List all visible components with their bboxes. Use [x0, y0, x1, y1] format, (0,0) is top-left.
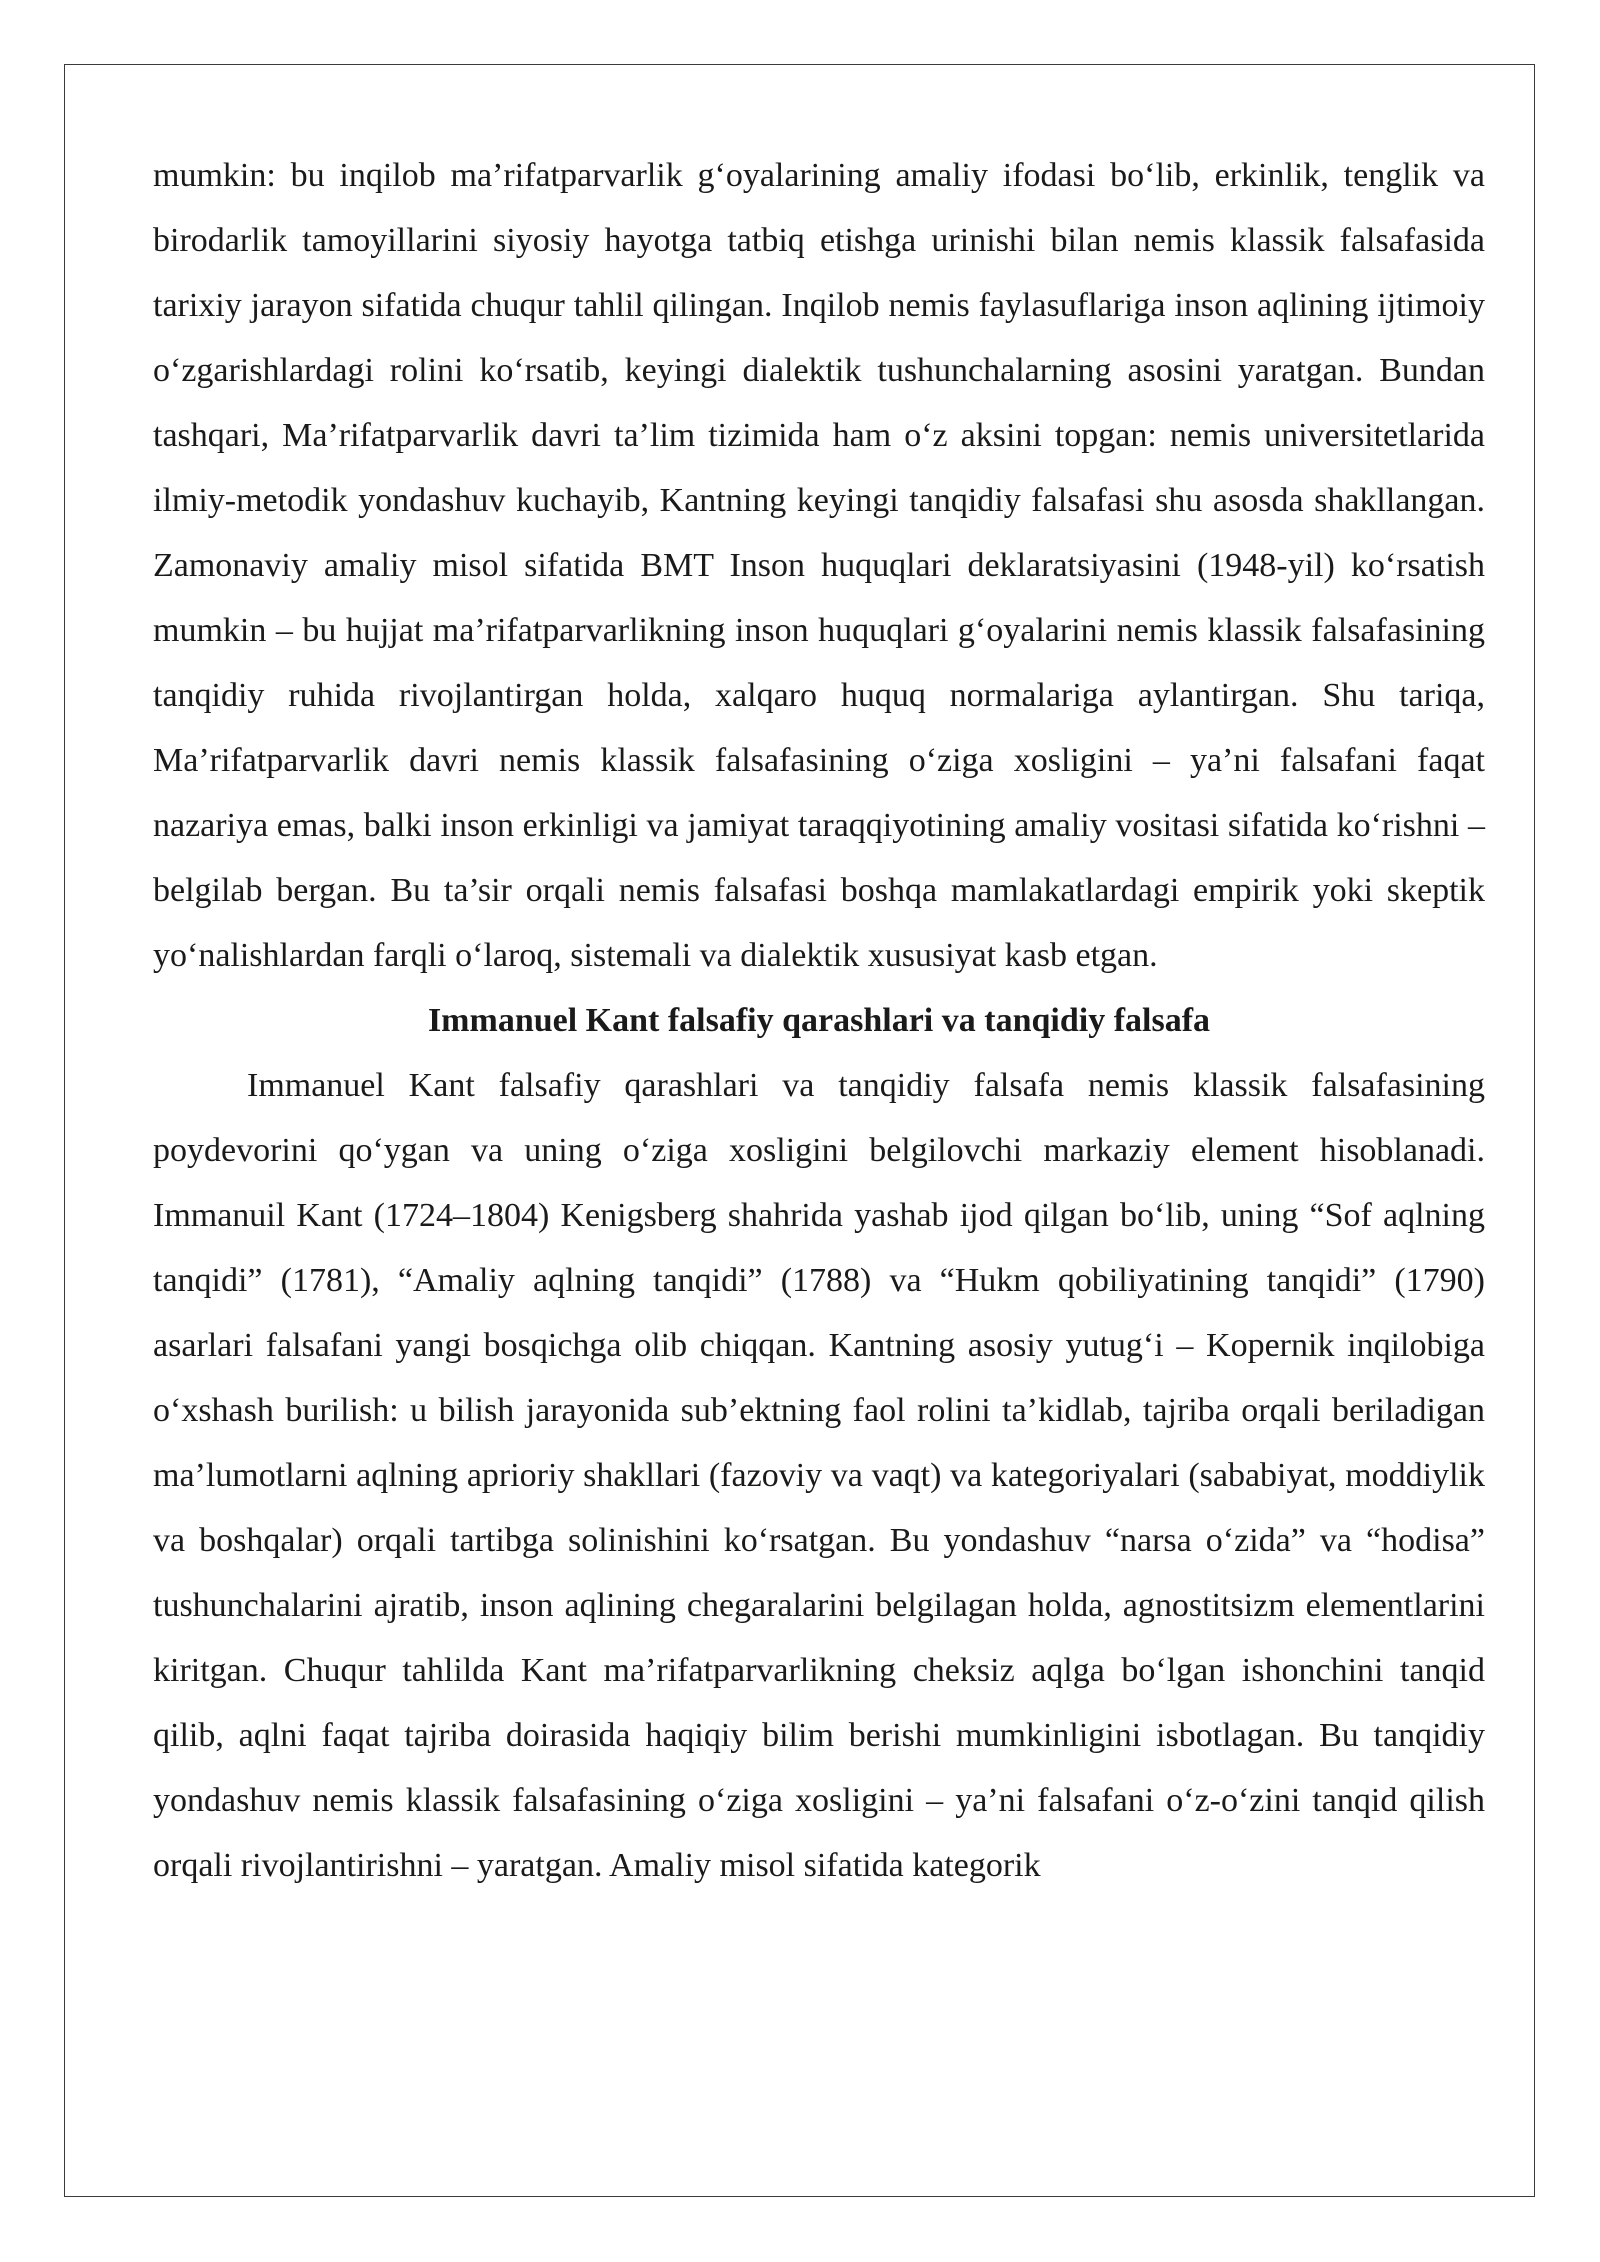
document-body: [153, 143, 1485, 1898]
paragraph-kant-critical-philosophy: Immanuel Kant falsafiy qarashlari va tanqidiy falsafa nemis klassik falsafasining poydevorini qo‘ygan va uning o‘ziga xosligini belgilovchi markaziy element hisoblanadi. Immanuil Kant (1724–1804) Kenigsberg shahrida yashab ijod qilgan bo‘lib, uning “Sof aqlning tanqidi” (1781), “Amaliy aqlning tanqidi” (1788) va “Hukm qobiliyatining tanqidi” (1790) asarlari falsafani yangi bosqichga olib chiqqan. Kantning asosiy yutug‘i – Kopernik inqilobiga o‘xshash burilish: u bilish jarayonida sub’ektning faol rolini ta’kidlab, tajriba orqali beriladigan ma’lumotlarni aqlning aprioriy shakllari (fazoviy va vaqt) va kategoriyalari (sababiyat, moddiylik va boshqalar) orqali tartibga solinishini ko‘rsatgan. Bu yondashuv “narsa o‘zida” va “hodisa” tushunchalarini ajratib, inson aqlining chegaralarini belgilagan holda, agnostitsizm elementlarini kiritgan. Chuqur tahlilda Kant ma’rifatparvarlikning cheksiz aqlga bo‘lgan ishonchini tanqid qilib, aqlni faqat tajriba doirasida haqiqiy bilim berishi mumkinligini isbotlagan. Bu tanqidiy yondashuv nemis klassik falsafasining o‘ziga xosligini – ya’ni falsafani o‘z-o‘zini tanqid qilish orqali rivojlantirishni – yaratgan. Amaliy misol sifatida kategorik: [153, 1067, 1485, 1884]
paragraph-enlightenment-conclusion: mumkin: bu inqilob ma’rifatparvarlik g‘oyalarining amaliy ifodasi bo‘lib, erkinlik, tenglik va birodarlik tamoyillarini siyosiy hayotga tatbiq etishga urinishi bilan nemis klassik falsafasida tarixiy jarayon sifatida chuqur tahlil qilingan. Inqilob nemis faylasuflariga inson aqlining ijtimoiy o‘zgarishlardagi rolini ko‘rsatib, keyingi dialektik tushunchalarning asosini yaratgan. Bundan tashqari, Ma’rifatparvarlik davri ta’lim tizimida ham o‘z aksini topgan: nemis universitetlarida ilmiy-metodik yondashuv kuchayib, Kantning keyingi tanqidiy falsafasi shu asosda shakllangan. Zamonaviy amaliy misol sifatida BMT Inson huquqlari deklaratsiyasini (1948-yil) ko‘rsatish mumkin – bu hujjat ma’rifatparvarlikning inson huquqlari g‘oyalarini nemis klassik falsafasining tanqidiy ruhida rivojlantirgan holda, xalqaro huquq normalariga aylantirgan. Shu tariqa, Ma’rifatparvarlik davri nemis klassik falsafasining o‘ziga xosligini – ya’ni falsafani faqat nazariya emas, balki inson erkinligi va jamiyat taraqqiyotining amaliy vositasi sifatida ko‘rishni – belgilab bergan. Bu ta’sir orqali nemis falsafasi boshqa mamlakatlardagi empirik yoki skeptik yo‘nalishlardan farqli o‘laroq, sistemali va dialektik xususiyat kasb etgan.: [153, 157, 1485, 974]
section-heading: Immanuel Kant falsafiy qarashlari va tanqidiy falsafa: [427, 1002, 1211, 1039]
